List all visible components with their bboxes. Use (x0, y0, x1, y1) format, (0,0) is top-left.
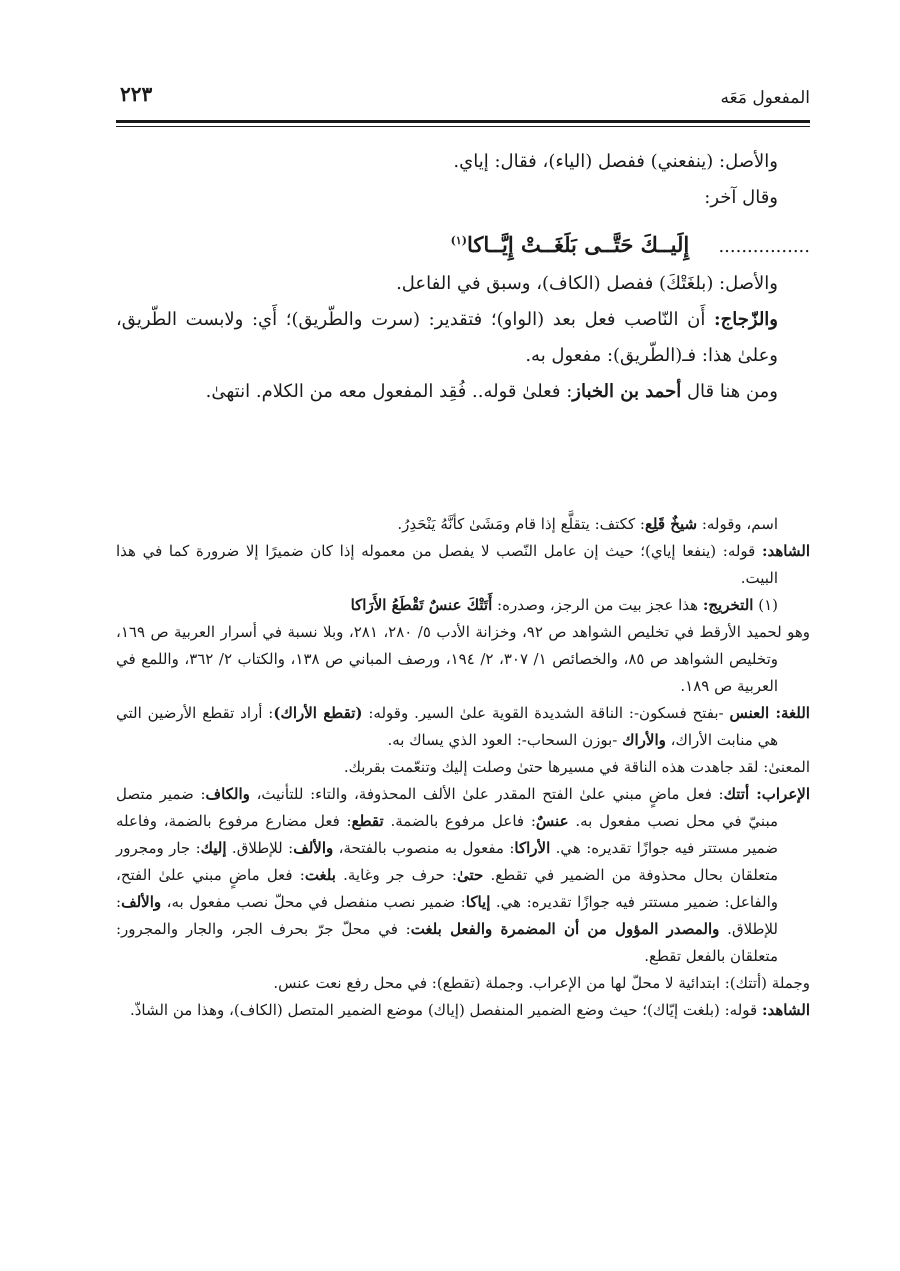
footnote-text: : حرف جر وغاية. (335, 866, 457, 884)
bold-term: (تقطع الأراك) (273, 704, 363, 722)
bold-term: والزّجاج: (714, 309, 778, 330)
paragraph: والأصل: (ينفعني) ففصل (الياء)، فقال: إياي. (453, 151, 778, 172)
page-header (116, 60, 810, 112)
footnote-line (116, 997, 810, 1024)
verse-hemistich: إِلَيــكَ حَتَّــى بَلَغَــتْ إِيَّــاكا (466, 232, 690, 257)
bold-term: شيخٌ قَلِع (644, 515, 698, 533)
footnote-text: : ضمير نصب منفصل في محلّ نصب مفعول به، (161, 893, 466, 911)
footnote-text: : مفعول به منصوب بالفتحة، (333, 839, 515, 857)
footnote-line: وجملة (أتتك): ابتدائية لا محلّ لها من الإعراب. وجملة (تقطع): في محل رفع نعت عنس. (273, 974, 810, 992)
bold-term: إياكا (465, 893, 491, 911)
bold-term: الشاهد: (761, 542, 810, 560)
bold-term: والألف (121, 893, 162, 911)
footnote-text: قوله: (ينفعا إياي)؛ حيث إن عامل النّصب لا يفصل من معموله إذا كان ضميرًا إلا ضرورة كما في هذا البيت. (116, 542, 778, 587)
paragraph: وقال آخر: (704, 187, 778, 208)
bold-term: والكاف (205, 785, 250, 803)
bold-term: إليك (200, 839, 227, 857)
footnote-line (116, 700, 810, 754)
footnote-text: : ضمير متصل مبنيّ في محل نصب مفعول به. (116, 785, 779, 830)
verse-dots: ................ (718, 236, 810, 257)
footnote-text: : للإطلاق. (226, 839, 294, 857)
book-page (116, 60, 811, 1019)
footnotes (116, 511, 810, 1024)
footnote-text: هذا عجز بيت من الرجز، وصدره: (492, 596, 703, 614)
footnote-text: : للإطلاق. (116, 893, 778, 938)
footnote-text: قوله: (بلغت إيّاك)؛ حيث وضع الضمير المنفصل (إياك) موضع الضمير المتصل (الكاف)، وهذا من الشاذّ. (129, 1001, 762, 1019)
bold-term: الأراكا (514, 839, 551, 857)
bold-term: اللغة: العنس (729, 704, 810, 722)
footnote-text: -بوزن السحاب-: العود الذي يساك به. (387, 731, 623, 749)
bold-term: حتىٰ (456, 866, 484, 884)
footnote-text: : أراد تقطع الأرضين التي هي منابت الأراك، (116, 704, 778, 749)
poetry-verse (116, 216, 810, 266)
bold-term: والأراك (622, 731, 666, 749)
footnote-text: : جار ومجرور متعلقان بحال محذوفة من الضمير في تقطع. (116, 839, 778, 884)
paragraph: والأصل: (بلغَتْكَ) ففصل (الكاف)، وسبق في الفاعل. (396, 273, 778, 294)
bold-term: أحمد بن الخباز (572, 381, 682, 402)
footnote-text: -بفتح فسكون-: الناقة الشديدة القوية علىٰ السير. وقوله: (362, 704, 730, 722)
paragraph (116, 374, 810, 410)
bold-term: والمصدر المؤول من أن المضمرة والفعل بلغت (410, 920, 720, 938)
paragraph-text: : فعلىٰ قوله.. فُقِد المفعول معه من الكلام. انتهىٰ. (205, 381, 573, 402)
footnote-line: وهو لحميد الأرقط في تخليص الشواهد ص ٩٢، وخزانة الأدب ٥/ ٢٨٠، ٢٨١، وبلا نسبة في أسرار العربية ص ١٦٩، وتخليص الشواهد ص ٨٥، والخصائص ١/ ٣٠٧، ٢/ ١٩٤، ورصف المباني ص ١٣٨، والكتاب ٢/ ٣٦٢، واللمع في العربية ص ١٨٩. (116, 623, 810, 695)
footnote-line (116, 538, 810, 592)
footnote-line: المعنىٰ: لقد جاهدت هذه الناقة في مسيرها حتىٰ وصلت إليك وتنعّمت بقربك. (343, 758, 810, 776)
bold-term: بلغت (304, 866, 336, 884)
footnote-line (116, 592, 810, 619)
footnote-text: : فعل ماضٍ مبني علىٰ الفتح، والفاعل: ضمير مستتر فيه جوازًا تقديره: هي. (116, 866, 778, 911)
footnote-text: : فعل مضارع مرفوع بالضمة، وفاعله ضمير مستتر فيه جوازًا تقديره: هي. (116, 812, 779, 857)
footnote-reference: (١) (450, 234, 467, 247)
main-text (116, 144, 810, 410)
paragraph-text: ومن هنا قال (681, 381, 778, 402)
bold-term: تقطع (351, 812, 384, 830)
bold-term: عنسٌ (535, 812, 569, 830)
bold-term: الشاهد: (761, 1001, 810, 1019)
footnote-line (116, 781, 810, 970)
footnote-number: (١) (753, 596, 778, 614)
footnote-text: : فاعل مرفوع بالضمة. (383, 812, 536, 830)
page-number: ٢٢٣ (120, 82, 153, 106)
footnote-text: اسم، وقوله: (697, 515, 778, 533)
header-rule-thick (116, 120, 810, 123)
bold-term: الإعراب: أتتك (723, 785, 811, 803)
footnote-text: : ككتف: يتقلَّع إذا قام ومَشَىٰ كأنَّهُ يَنْحَدِرُ. (397, 515, 645, 533)
bold-term: أَتَتْكَ عنسٌ تَقْطَعُ الأَرَاكا (350, 596, 493, 614)
footnote-line (116, 511, 810, 538)
chapter-title: المفعول مَعَه (720, 88, 810, 108)
footnote-text: : فعل ماضٍ مبني علىٰ الفتح المقدر علىٰ الألف المحذوفة، والتاء: للتأنيث، (249, 785, 724, 803)
footnote-text: : في محلّ جرّ بحرف الجر، والجار والمجرور: متعلقان بالفعل تقطع. (116, 920, 778, 965)
bold-term: والألف (293, 839, 334, 857)
header-rule-thin (116, 126, 810, 127)
bold-term: التخريج: (702, 596, 754, 614)
paragraph (116, 302, 810, 374)
paragraph-text: أَن النّاصب فعل بعد (الواو)؛ فتقدير: (سرت والطّريق)؛ أَي: ولابست الطّريق، وعلىٰ هذا: فـ(الطّريق): مفعول به. (116, 309, 778, 366)
